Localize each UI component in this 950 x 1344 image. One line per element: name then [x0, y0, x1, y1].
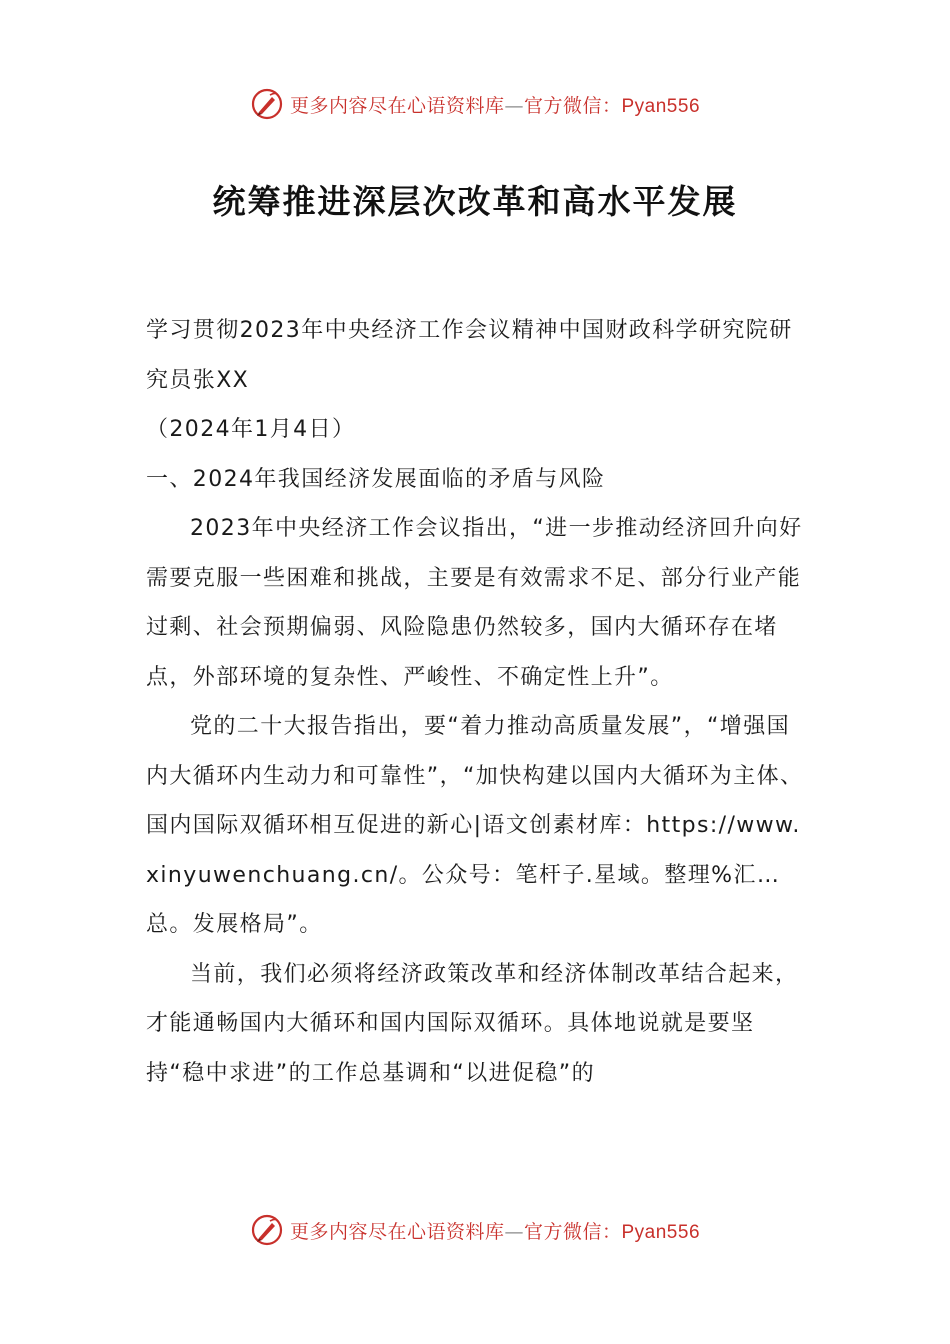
document-title: 统筹推进深层次改革和高水平发展 — [212, 182, 738, 221]
paragraph: 党的二十大报告指出，要“着力推动高质量发展”，“增强国内大循环内生动力和可靠性”，“加快构建以国内大循环为主体、国内国际双循环相互促进的新心|语文创素材库：https://www.xinyuwenchuang.cn/。公众号：笔杆子.星域。整理%汇…总。发展格局”。 — [146, 714, 804, 937]
watermark-text: 更多内容尽在心语资料库—官方微信：Pyan556 — [289, 1220, 701, 1243]
pen-logo-icon — [250, 1213, 284, 1247]
section-heading: 一、2024年我国经济发展面临的矛盾与风险 — [146, 466, 606, 492]
pen-logo-icon — [250, 87, 284, 121]
paragraph: 2023年中央经济工作会议指出，“进一步推动经济回升向好需要克服一些困难和挑战，主要是有效需求不足、部分行业产能过剩、社会预期偏弱、风险隐患仍然较多，国内大循环存在堵点，外部环境的复杂性、严峻性、不确定性上升”。 — [146, 516, 803, 690]
header-watermark — [0, 84, 950, 124]
paragraph: 当前，我们必须将经济政策改革和经济体制改革结合起来，才能通畅国内大循环和国内国际双循环。具体地说就是要坚持“稳中求进”的工作总基调和“以进促稳”的 — [146, 961, 799, 1086]
footer-watermark — [0, 1210, 950, 1250]
document-date: （2024年1月4日） — [146, 417, 356, 442]
document-body — [146, 306, 806, 1098]
watermark-text: 更多内容尽在心语资料库—官方微信：Pyan556 — [289, 94, 701, 117]
document-subtitle: 学习贯彻2023年中央经济工作会议精神中国财政科学研究院研究员张XX — [146, 318, 793, 393]
